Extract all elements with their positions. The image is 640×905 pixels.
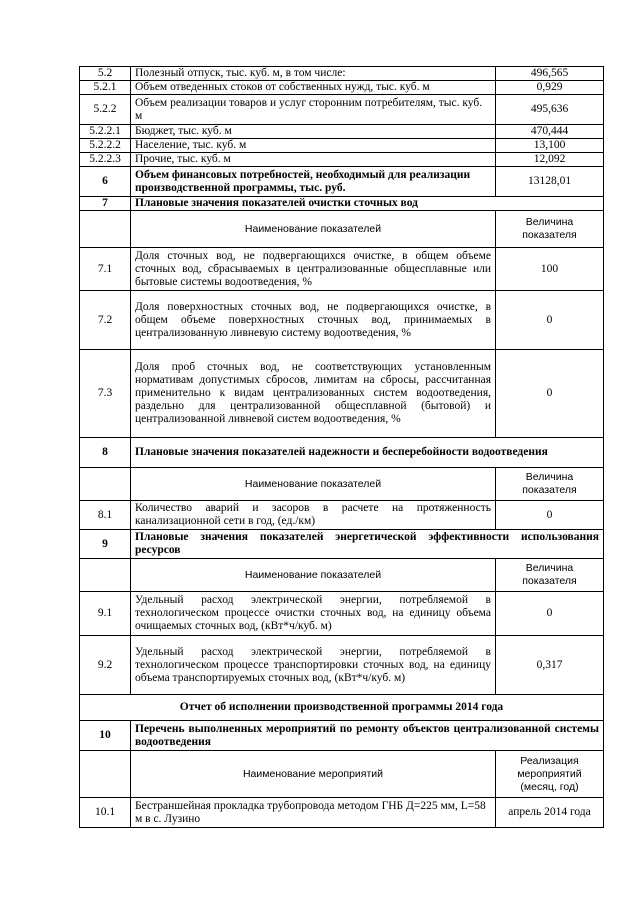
section-row bbox=[80, 167, 604, 197]
row-value: 470,444 bbox=[496, 125, 604, 139]
column-header-row bbox=[80, 468, 604, 501]
section-number: 7 bbox=[80, 197, 131, 211]
row-description: Удельный расход электрической энергии, потребляемой в технологическом процессе транспортировки сточных вод, на единицу объема транспортируемых сточных вод, (кВт*ч/куб. м) bbox=[131, 636, 496, 695]
section-number: 9 bbox=[80, 530, 131, 559]
table-row bbox=[80, 67, 604, 81]
table-row bbox=[80, 501, 604, 530]
section-row bbox=[80, 721, 604, 751]
section-number: 6 bbox=[80, 167, 131, 197]
row-number: 5.2.2.1 bbox=[80, 125, 131, 139]
row-description: Объем отведенных стоков от собственных нужд, тыс. куб. м bbox=[131, 81, 496, 95]
table-row bbox=[80, 95, 604, 125]
section-number: 8 bbox=[80, 438, 131, 468]
column-header-row bbox=[80, 211, 604, 248]
table-row bbox=[80, 81, 604, 95]
table-row bbox=[80, 636, 604, 695]
section-title: Перечень выполненных мероприятий по ремонту объектов централизованной системы водоотведения bbox=[131, 721, 604, 751]
table-row bbox=[80, 291, 604, 350]
row-value: 0 bbox=[496, 350, 604, 438]
column-header-value: Реализация мероприятий (месяц, год) bbox=[496, 751, 604, 798]
row-description: Удельный расход электрической энергии, потребляемой в технологическом процессе очистки сточных вод, на единицу объема очищаемых сточных вод, (кВт*ч/куб. м) bbox=[131, 592, 496, 636]
row-value: 13,100 bbox=[496, 139, 604, 153]
section-row bbox=[80, 197, 604, 211]
row-number: 9.2 bbox=[80, 636, 131, 695]
row-number: 5.2.2 bbox=[80, 95, 131, 125]
row-number: 10.1 bbox=[80, 798, 131, 828]
row-number: 8.1 bbox=[80, 501, 131, 530]
row-number: 5.2.1 bbox=[80, 81, 131, 95]
column-header-name: Наименование показателей bbox=[131, 211, 496, 248]
row-number: 9.1 bbox=[80, 592, 131, 636]
row-number: 5.2.2.3 bbox=[80, 153, 131, 167]
row-description: Прочие, тыс. куб. м bbox=[131, 153, 496, 167]
row-number: 5.2.2.2 bbox=[80, 139, 131, 153]
row-value: апрель 2014 года bbox=[496, 798, 604, 828]
row-number: 7.1 bbox=[80, 248, 131, 291]
row-value: 0 bbox=[496, 592, 604, 636]
row-number: 7.2 bbox=[80, 291, 131, 350]
column-header-value: Величина показателя bbox=[496, 211, 604, 248]
row-value: 496,565 bbox=[496, 67, 604, 81]
row-description: Объем реализации товаров и услуг сторонним потребителям, тыс. куб. м bbox=[131, 95, 496, 125]
row-number: 5.2 bbox=[80, 67, 131, 81]
row-value: 0 bbox=[496, 501, 604, 530]
section-title: Плановые значения показателей надежности и бесперебойности водоотведения bbox=[131, 438, 604, 468]
table-row bbox=[80, 350, 604, 438]
column-header-value: Величина показателя bbox=[496, 559, 604, 592]
row-description: Количество аварий и засоров в расчете на протяженность канализационной сети в год, (ед./км) bbox=[131, 501, 496, 530]
section-number: 10 bbox=[80, 721, 131, 751]
row-value: 0,317 bbox=[496, 636, 604, 695]
column-header-name: Наименование мероприятий bbox=[131, 751, 496, 798]
row-description: Население, тыс. куб. м bbox=[131, 139, 496, 153]
report-title: Отчет об исполнении производственной программы 2014 года bbox=[80, 695, 604, 721]
row-value: 0,929 bbox=[496, 81, 604, 95]
column-header-row bbox=[80, 559, 604, 592]
table-row bbox=[80, 125, 604, 139]
table-row bbox=[80, 139, 604, 153]
column-header-name: Наименование показателей bbox=[131, 559, 496, 592]
row-value: 100 bbox=[496, 248, 604, 291]
row-value: 495,636 bbox=[496, 95, 604, 125]
table-row bbox=[80, 592, 604, 636]
row-description: Полезный отпуск, тыс. куб. м, в том числе: bbox=[131, 67, 496, 81]
table-row bbox=[80, 153, 604, 167]
row-description: Бюджет, тыс. куб. м bbox=[131, 125, 496, 139]
column-header-row bbox=[80, 751, 604, 798]
production-program-table bbox=[79, 66, 604, 828]
row-number: 7.3 bbox=[80, 350, 131, 438]
section-title: Объем финансовых потребностей, необходимый для реализации производственной программы, тыс. руб. bbox=[131, 167, 496, 197]
column-header-value: Величина показателя bbox=[496, 468, 604, 501]
table-row bbox=[80, 798, 604, 828]
row-value: 0 bbox=[496, 291, 604, 350]
section-row bbox=[80, 438, 604, 468]
row-description: Доля проб сточных вод, не соответствующих установленным нормативам допустимых сбросов, лимитам на сбросы, рассчитанная применительно к видам централизованных систем водоотведения, раздельно для централизованной общесплавной (бытовой) и централизованной ливневой систем водоотведения, % bbox=[131, 350, 496, 438]
column-header-name: Наименование показателей bbox=[131, 468, 496, 501]
section-row bbox=[80, 530, 604, 559]
report-title-row bbox=[80, 695, 604, 721]
table-row bbox=[80, 248, 604, 291]
row-description: Доля поверхностных сточных вод, не подвергающихся очистке, в общем объеме поверхностных сточных вод, принимаемых в централизованную ливневую систему водоотведения, % bbox=[131, 291, 496, 350]
row-description: Бестраншейная прокладка трубопровода методом ГНБ Д=225 мм, L=58 м в с. Лузино bbox=[131, 798, 496, 828]
row-value: 13128,01 bbox=[496, 167, 604, 197]
row-description: Доля сточных вод, не подвергающихся очистке, в общем объеме сточных вод, сбрасываемых в централизованные общесплавные или бытовые системы водоотведения, % bbox=[131, 248, 496, 291]
row-value: 12,092 bbox=[496, 153, 604, 167]
section-title: Плановые значения показателей очистки сточных вод bbox=[131, 197, 604, 211]
section-title: Плановые значения показателей энергетической эффективности использования ресурсов bbox=[131, 530, 604, 559]
